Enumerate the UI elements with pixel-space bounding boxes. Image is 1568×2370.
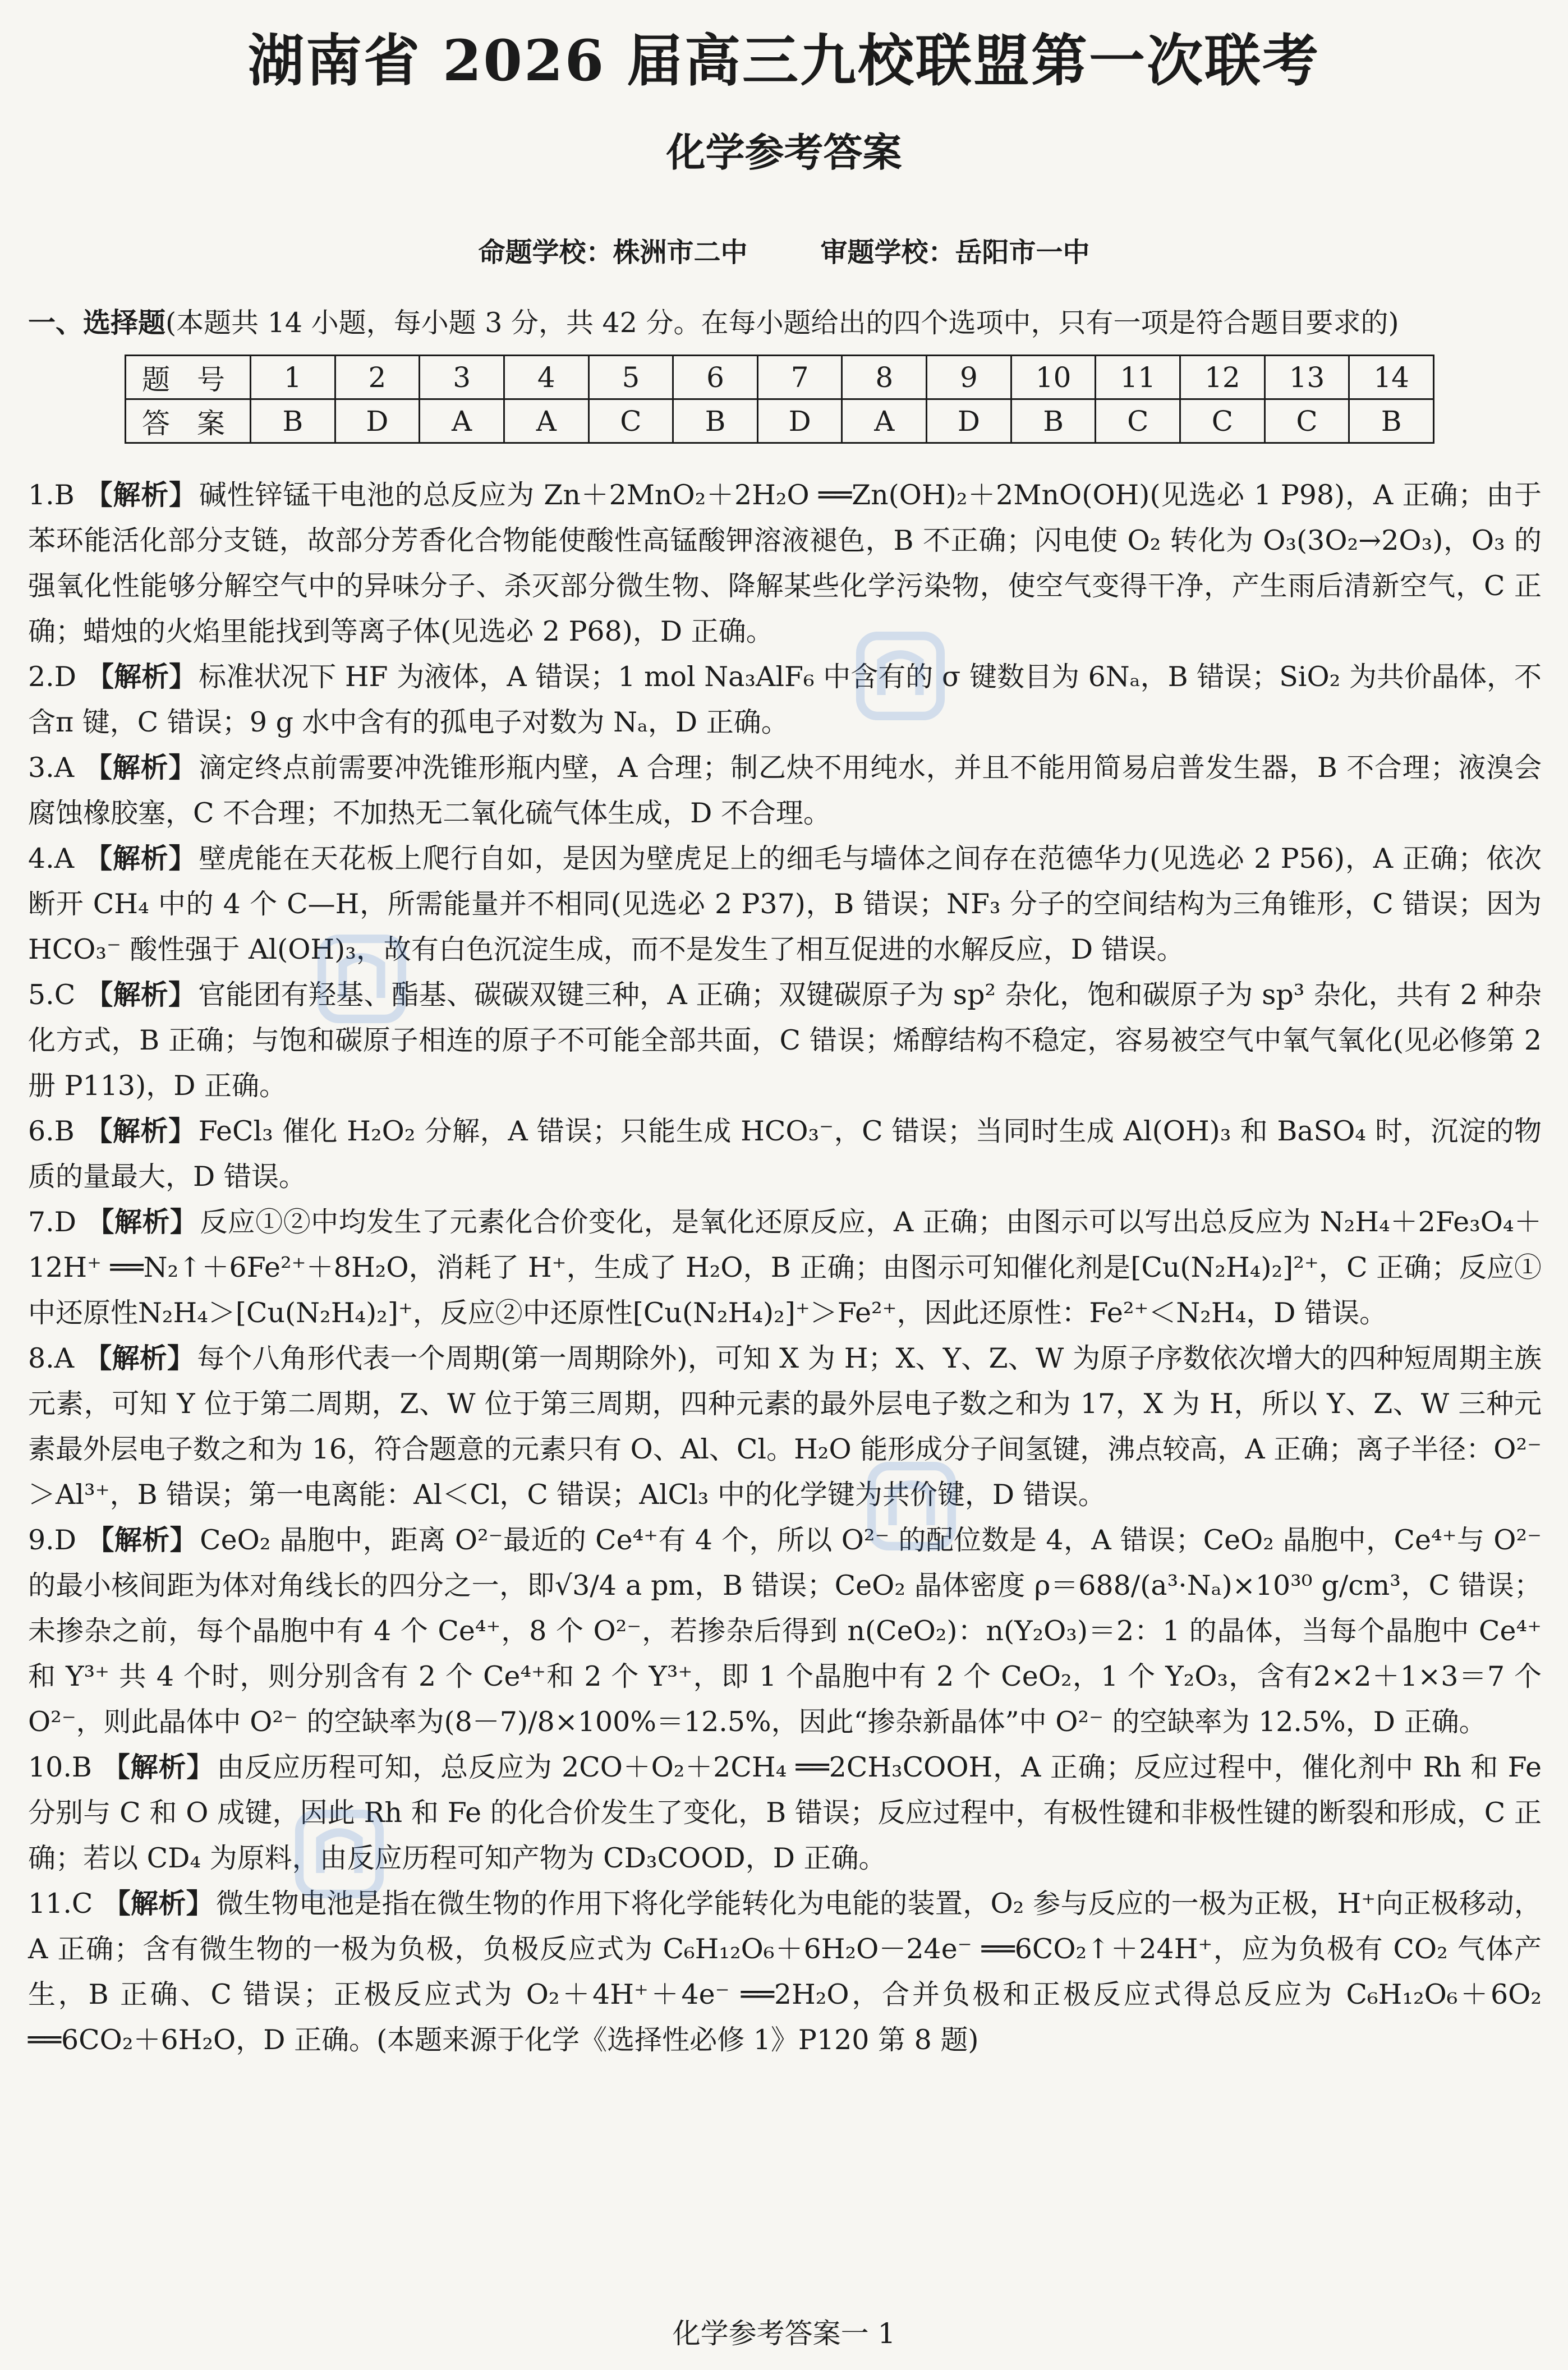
answer-cell: C <box>1096 399 1180 443</box>
page-footer: 化学参考答案一 1 <box>672 2317 896 2350</box>
page-subtitle: 化学参考答案 <box>666 129 902 176</box>
explanation-text: 壁虎能在天花板上爬行自如，是因为壁虎足上的细毛与墙体之间存在范德华力(见选必 2 P56)，A 正确；依次断开 CH₄ 中的 4 个 C—H，所需能量并不相同(见选必 2 P37)，B 错误；NF₃ 分子的空间结构为三角锥形，C 错误；因为 HCO₃⁻ 酸性强于 Al(OH)₃，故有白色沉淀生成，而不是发生了相互促进的水解反应，D 错误。 <box>28 843 1542 965</box>
question-number-cell: 3 <box>420 356 504 399</box>
question-answer-label: 3.A <box>28 752 75 784</box>
question-number-cell: 8 <box>842 356 927 399</box>
question-number-cell: 9 <box>927 356 1011 399</box>
answer-cell: C <box>1180 399 1265 443</box>
answer-cell: B <box>1349 399 1434 443</box>
exam-title: 湖南省 2026 届高三九校联盟第一次联考 <box>248 27 1320 94</box>
analysis-tag: 【解析】 <box>102 1751 215 1783</box>
question-answer-label: 8.A <box>28 1342 75 1374</box>
question-number-cell: 4 <box>504 356 588 399</box>
analysis-tag: 【解析】 <box>84 478 197 511</box>
explanation-item <box>28 1517 1542 1745</box>
explanation-item <box>28 1745 1542 1881</box>
explanation-text: 每个八角形代表一个周期(第一周期除外)，可知 X 为 H；X、Y、Z、W 为原子序数依次增大的四种短周期主族元素，可知 Y 位于第二周期，Z、W 位于第三周期，四种元素的最外层电子数之和为 17，X 为 H，所以 Y、Z、W 三种元素最外层电子数之和为 16，符合题意的元素只有 O、Al、Cl。H₂O 能形成分子间氢键，沸点较高，A 正确；离子半径：O²⁻＞Al³⁺，B 错误；第一电离能：Al＜Cl，C 错误；AlCl₃ 中的化学键为共价键，D 错误。 <box>28 1342 1542 1511</box>
answer-cell: C <box>588 399 673 443</box>
answer-cell: D <box>927 399 1011 443</box>
question-number-cell: 6 <box>673 356 758 399</box>
answer-cell: B <box>251 399 335 443</box>
analysis-tag: 【解析】 <box>84 1115 196 1147</box>
section-heading <box>28 303 1540 343</box>
explanations-list <box>28 472 1542 2063</box>
question-answer-label: 4.A <box>28 843 75 875</box>
question-number-cell: 14 <box>1349 356 1434 399</box>
question-answer-label: 11.C <box>28 1888 93 1920</box>
answer-row <box>126 399 1434 443</box>
proposer-school: 命题学校：株洲市二中 <box>478 237 748 268</box>
question-answer-label: 10.B <box>28 1751 92 1783</box>
answer-table <box>125 355 1434 444</box>
explanation-item <box>28 1199 1542 1336</box>
question-number-cell: 10 <box>1011 356 1096 399</box>
explanation-item <box>28 1881 1542 2063</box>
explanation-text: 微生物电池是指在微生物的作用下将化学能转化为电能的装置，O₂ 参与反应的一极为正极，H⁺向正极移动，A 正确；含有微生物的一极为负极，负极反应式为 C₆H₁₂O₆＋6H₂O－24e⁻ ══6CO₂↑＋24H⁺，应为负极有 CO₂ 气体产生，B 正确、C 错误；正极反应式为 O₂＋4H⁺＋4e⁻ ══2H₂O，合并负极和正极反应式得总反应为 C₆H₁₂O₆＋6O₂ ══6CO₂＋6H₂O，D 正确。(本题来源于化学《选择性必修 1》P120 第 8 题) <box>28 1888 1542 2056</box>
question-number-cell: 5 <box>588 356 673 399</box>
explanation-text: 滴定终点前需要冲洗锥形瓶内壁，A 合理；制乙炔不用纯水，并且不能用简易启普发生器，B 不合理；液溴会腐蚀橡胶塞，C 不合理；不加热无二氧化硫气体生成，D 不合理。 <box>28 752 1542 829</box>
reviewer-school: 审题学校：岳阳市一中 <box>820 237 1090 268</box>
question-answer-label: 6.B <box>28 1115 75 1147</box>
explanation-text: CeO₂ 晶胞中，距离 O²⁻最近的 Ce⁴⁺有 4 个，所以 O²⁻ 的配位数是 4，A 错误；CeO₂ 晶胞中，Ce⁴⁺与 O²⁻ 的最小核间距为体对角线长的四分之一，即√3/4 a pm，B 错误；CeO₂ 晶体密度 ρ＝688/(a³·Nₐ)×10³⁰ g/cm³，C 错误；未掺杂之前，每个晶胞中有 4 个 Ce⁴⁺，8 个 O²⁻，若掺杂后得到 n(CeO₂)：n(Y₂O₃)＝2：1 的晶体，当每个晶胞中 Ce⁴⁺和 Y³⁺ 共 4 个时，则分别含有 2 个 Ce⁴⁺和 2 个 Y³⁺，即 1 个晶胞中有 2 个 CeO₂，1 个 Y₂O₃，含有2×2＋1×3＝7 个 O²⁻，则此晶体中 O²⁻ 的空缺率为(8－7)/8×100%＝12.5%，因此“掺杂新晶体”中 O²⁻ 的空缺率为 12.5%，D 正确。 <box>28 1524 1542 1738</box>
analysis-tag: 【解析】 <box>86 1205 198 1238</box>
explanation-text: 碱性锌锰干电池的总反应为 Zn＋2MnO₂＋2H₂O ══Zn(OH)₂＋2MnO(OH)(见选必 1 P98)，A 正确；由于苯环能活化部分支链，故部分芳香化合物能使酸性高锰酸钾溶液褪色，B 不正确；闪电使 O₂ 转化为 O₃(3O₂→2O₃)，O₃ 的强氧化性能够分解空气中的异味分子、杀灭部分微生物、降解某些化学污染物，使空气变得干净，产生雨后清新空气，C 正确；蜡烛的火焰里能找到等离子体(见选必 2 P68)，D 正确。 <box>28 479 1542 647</box>
answer-cell: C <box>1264 399 1349 443</box>
question-number-row <box>126 356 1434 399</box>
analysis-tag: 【解析】 <box>85 978 196 1011</box>
question-answer-label: 2.D <box>28 661 77 693</box>
question-answer-label: 1.B <box>28 479 75 511</box>
answer-cell: B <box>1011 399 1096 443</box>
school-credits <box>0 233 1568 272</box>
explanation-item <box>28 654 1542 745</box>
section-note: (本题共 14 小题，每小题 3 分，共 42 分。在每小题给出的四个选项中，只有一项是符合题目要求的) <box>165 307 1399 339</box>
row-label: 答 案 <box>126 399 251 443</box>
explanation-item <box>28 472 1542 654</box>
section-title: 一、选择题 <box>28 306 166 339</box>
analysis-tag: 【解析】 <box>84 751 197 784</box>
question-answer-label: 5.C <box>28 979 76 1011</box>
answer-cell: D <box>335 399 420 443</box>
question-number-cell: 7 <box>757 356 842 399</box>
row-label: 题 号 <box>126 356 251 399</box>
explanation-item <box>28 972 1542 1108</box>
answer-cell: D <box>757 399 842 443</box>
question-answer-label: 7.D <box>28 1206 77 1238</box>
analysis-tag: 【解析】 <box>103 1887 214 1920</box>
explanation-item <box>28 745 1542 836</box>
question-number-cell: 12 <box>1180 356 1265 399</box>
explanation-text: 由反应历程可知，总反应为 2CO＋O₂＋2CH₄ ══2CH₃COOH，A 正确；反应过程中，催化剂中 Rh 和 Fe 分别与 C 和 O 成键，因此 Rh 和 Fe 的化合价发生了变化，B 错误；反应过程中，有极性键和非极性键的断裂和形成，C 正确；若以 CD₄ 为原料，由反应历程可知产物为 CD₃COOD，D 正确。 <box>28 1751 1542 1874</box>
analysis-tag: 【解析】 <box>86 1524 198 1556</box>
analysis-tag: 【解析】 <box>84 1342 195 1374</box>
explanation-item <box>28 1336 1542 1517</box>
question-number-cell: 11 <box>1096 356 1180 399</box>
explanation-item <box>28 836 1542 972</box>
explanation-text: 标准状况下 HF 为液体，A 错误；1 mol Na₃AlF₆ 中含有的 σ 键数目为 6Nₐ，B 错误；SiO₂ 为共价晶体，不含π 键，C 错误；9 g 水中含有的孤电子对数为 Nₐ，D 正确。 <box>28 661 1542 738</box>
answer-cell: A <box>842 399 927 443</box>
explanation-item <box>28 1108 1542 1199</box>
explanation-text: 官能团有羟基、酯基、碳碳双键三种，A 正确；双键碳原子为 sp² 杂化，饱和碳原子为 sp³ 杂化，共有 2 种杂化方式，B 正确；与饱和碳原子相连的原子不可能全部共面，C 错误；烯醇结构不稳定，容易被空气中氧气氧化(见必修第 2 册 P113)，D 正确。 <box>28 979 1542 1102</box>
question-number-cell: 2 <box>335 356 420 399</box>
explanation-text: 反应①②中均发生了元素化合价变化，是氧化还原反应，A 正确；由图示可以写出总反应为 N₂H₄＋2Fe₃O₄＋12H⁺ ══N₂↑＋6Fe²⁺＋8H₂O，消耗了 H⁺，生成了 H₂O，B 正确；由图示可知催化剂是[Cu(N₂H₄)₂]²⁺，C 正确；反应①中还原性N₂H₄＞[Cu(N₂H₄)₂]⁺，反应②中还原性[Cu(N₂H₄)₂]⁺＞Fe²⁺，因此还原性：Fe²⁺＜N₂H₄，D 错误。 <box>28 1206 1542 1329</box>
question-number-cell: 13 <box>1264 356 1349 399</box>
answer-cell: A <box>420 399 504 443</box>
explanation-text: FeCl₃ 催化 H₂O₂ 分解，A 错误；只能生成 HCO₃⁻，C 错误；当同时生成 Al(OH)₃ 和 BaSO₄ 时，沉淀的物质的量最大，D 错误。 <box>28 1115 1542 1193</box>
question-answer-label: 9.D <box>28 1524 77 1556</box>
analysis-tag: 【解析】 <box>86 660 197 693</box>
answer-cell: B <box>673 399 758 443</box>
answer-cell: A <box>504 399 588 443</box>
analysis-tag: 【解析】 <box>84 842 197 875</box>
question-number-cell: 1 <box>251 356 335 399</box>
